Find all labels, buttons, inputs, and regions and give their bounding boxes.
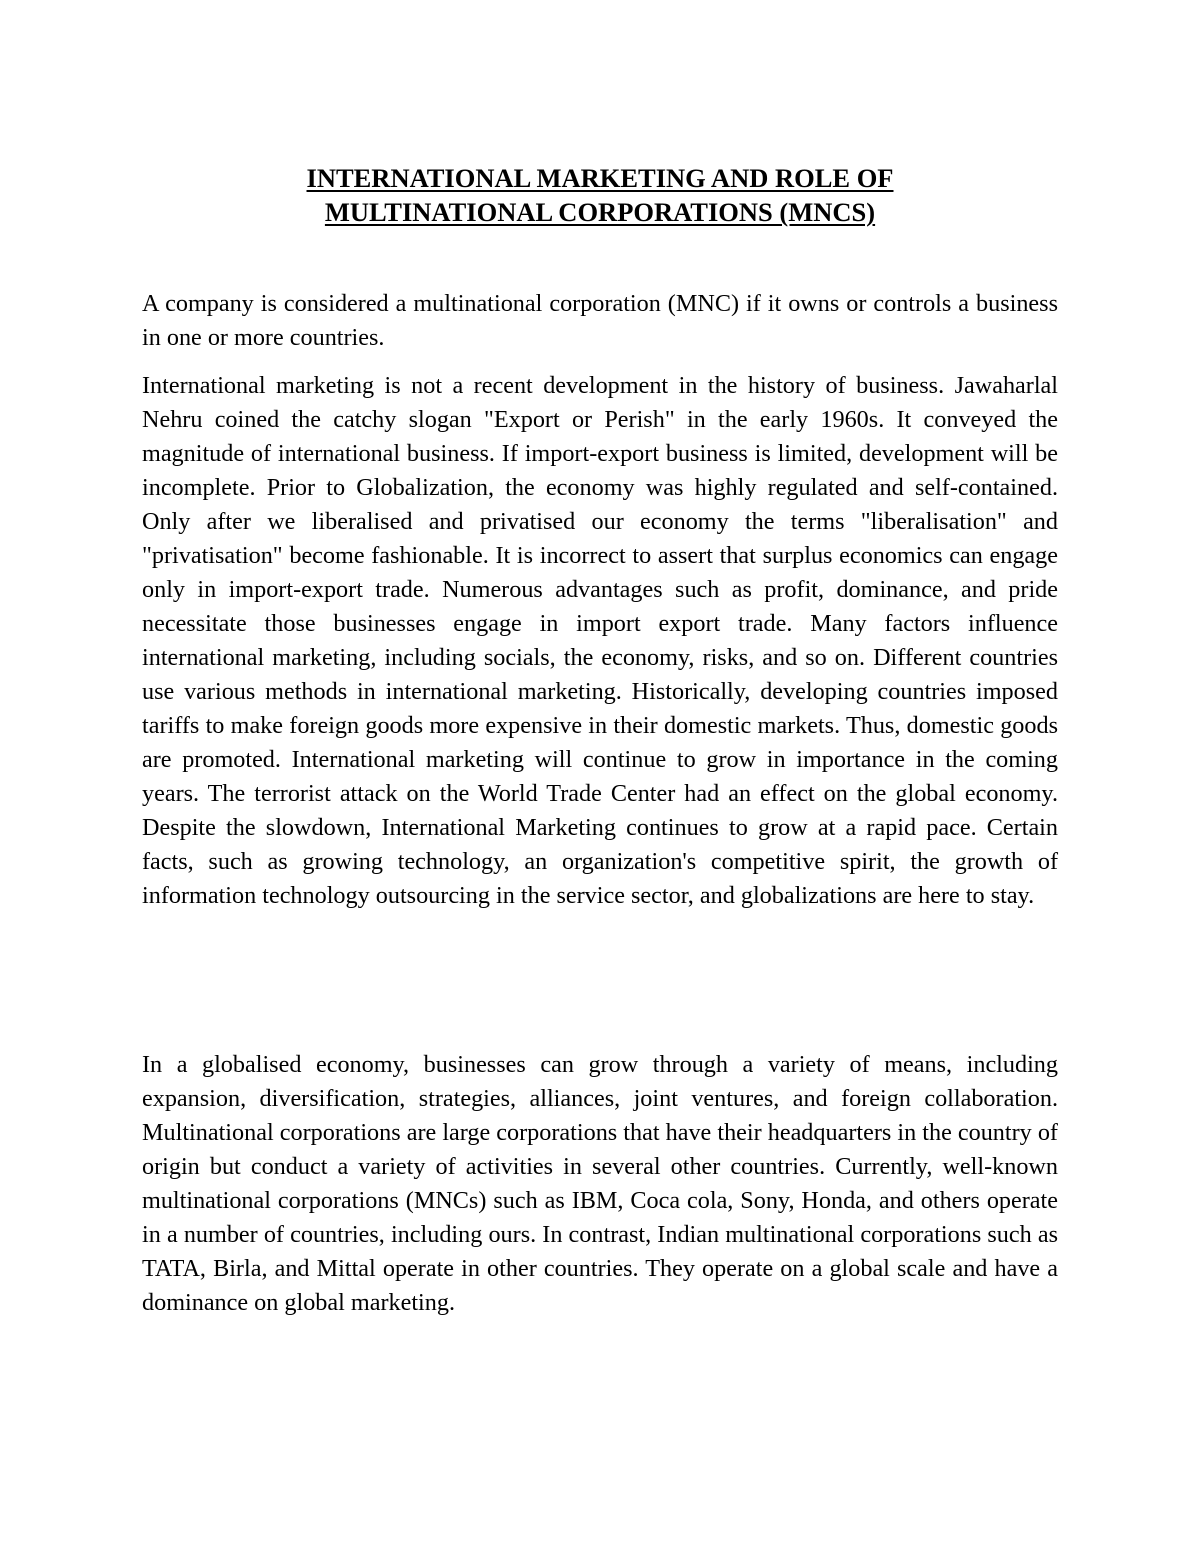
- paragraph-international-marketing: International marketing is not a recent development in the history of business. Jawaharlal Nehru coined the catchy slogan "Export or Perish" in the early 1960s. It conveyed the magnitude of international business. If import-export business is limited, development will be incomplete. Prior to Globalization, the economy was highly regulated and self-contained. Only after we liberalised and privatised our economy the terms "liberalisation" and "privatisation" become fashionable. It is incorrect to assert that surplus economics can engage only in import-export trade. Numerous advantages such as profit, dominance, and pride necessitate those businesses engage in import export trade. Many factors influence international marketing, including socials, the economy, risks, and so on. Different countries use various methods in international marketing. Historically, developing countries imposed tariffs to make foreign goods more expensive in their domestic markets. Thus, domestic goods are promoted. International marketing will continue to grow in importance in the coming years. The terrorist attack on the World Trade Center had an effect on the global economy. Despite the slowdown, International Marketing continues to grow at a rapid pace. Certain facts, such as growing technology, an organization's competitive spirit, the growth of information technology outsourcing in the service sector, and globalizations are here to stay.: [142, 372, 1058, 909]
- title-line-2: MULTINATIONAL CORPORATIONS (MNCS): [324, 196, 876, 227]
- paragraph-globalised-economy: In a globalised economy, businesses can grow through a variety of means, including expansion, diversification, strategies, alliances, joint ventures, and foreign collaboration. Multinational corporations are large corporations that have their headquarters in the country of origin but conduct a variety of activities in several other countries. Currently, well-known multinational corporations (MNCs) such as IBM, Coca cola, Sony, Honda, and others operate in a number of countries, including ours. In contrast, Indian multinational corporations such as TATA, Birla, and Mittal operate in other countries. They operate on a global scale and have a dominance on global marketing.: [142, 1051, 1058, 1316]
- paragraph-mnc-definition: A company is considered a multinational corporation (MNC) if it owns or controls a business in one or more countries.: [142, 290, 1058, 351]
- document-title: [140, 161, 1060, 229]
- title-line-1: INTERNATIONAL MARKETING AND ROLE OF: [306, 162, 894, 193]
